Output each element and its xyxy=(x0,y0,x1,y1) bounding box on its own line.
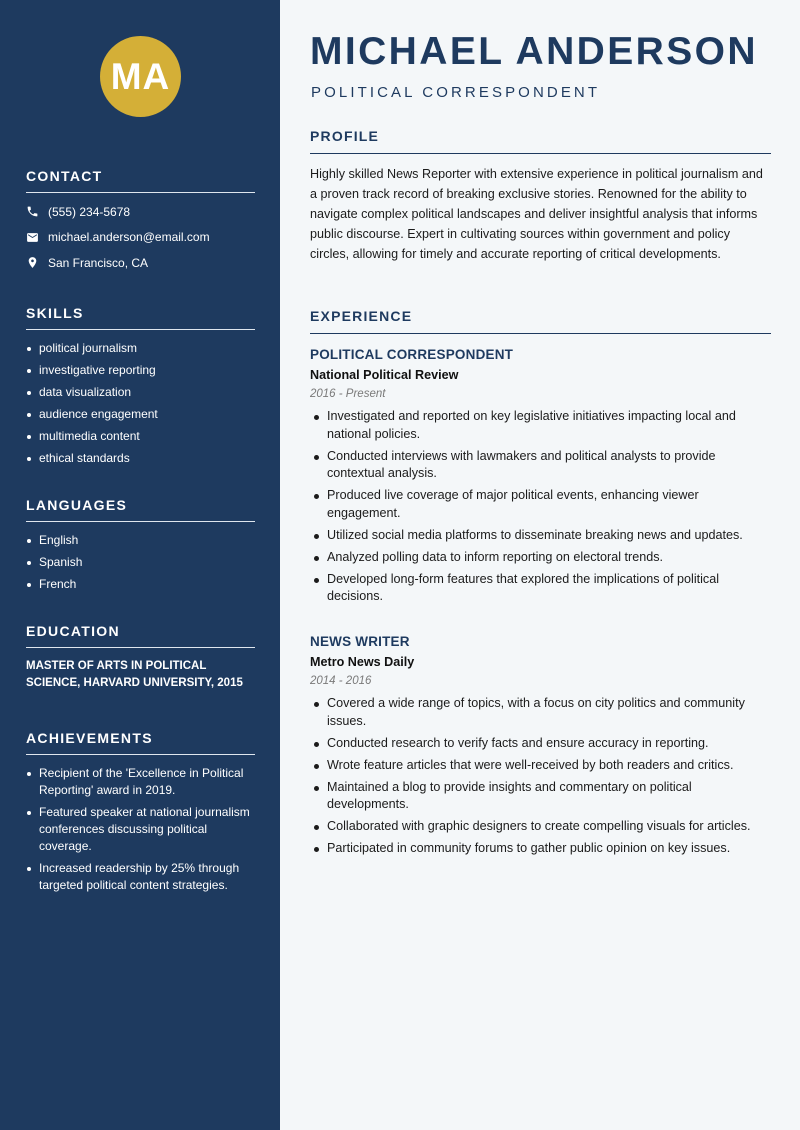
job-bullet: Collaborated with graphic designers to create compelling visuals for articles. xyxy=(310,818,771,836)
job-bullet: Participated in community forums to gather public opinion on key issues. xyxy=(310,840,771,858)
achievement-item: Increased readership by 25% through targeted political content strategies. xyxy=(26,860,255,894)
map-pin-icon xyxy=(26,256,39,269)
profile-section xyxy=(310,128,771,264)
education-degree: MASTER OF ARTS IN POLITICAL SCIENCE, HARVARD UNIVERSITY, 2015 xyxy=(26,660,243,689)
job-bullet: Developed long-form features that explored the implications of political decisions. xyxy=(310,571,771,606)
contact-heading: CONTACT xyxy=(26,168,255,193)
job-title: POLITICAL CORRESPONDENT xyxy=(310,347,514,362)
skills-heading: SKILLS xyxy=(26,305,255,330)
candidate-name: MICHAEL ANDERSON xyxy=(310,30,758,73)
language-item: French xyxy=(26,576,255,593)
job-bullet: Conducted research to verify facts and ensure accuracy in reporting. xyxy=(310,735,771,753)
job-entry xyxy=(310,634,771,862)
contact-email xyxy=(26,225,255,251)
phone-icon xyxy=(26,205,39,218)
skills-section xyxy=(26,305,255,472)
sidebar xyxy=(0,0,280,1130)
language-item: Spanish xyxy=(26,554,255,571)
skill-item: multimedia content xyxy=(26,428,255,445)
skill-item: investigative reporting xyxy=(26,362,255,379)
achievements-section xyxy=(26,730,255,899)
location-text: San Francisco, CA xyxy=(48,255,149,270)
job-dates: 2014 - 2016 xyxy=(310,675,372,687)
education-heading: EDUCATION xyxy=(26,623,255,648)
job-dates: 2016 - Present xyxy=(310,388,386,400)
contact-location xyxy=(26,250,255,276)
languages-list xyxy=(26,532,255,593)
profile-heading: PROFILE xyxy=(310,128,771,154)
experience-section xyxy=(310,308,771,334)
job-entry xyxy=(310,347,771,610)
job-bullet: Investigated and reported on key legislative initiatives impacting local and national policies. xyxy=(310,408,771,443)
contact-phone xyxy=(26,199,255,225)
job-bullet: Analyzed polling data to inform reporting on electoral trends. xyxy=(310,549,771,567)
avatar xyxy=(100,36,181,117)
job-bullet: Produced live coverage of major political events, enhancing viewer engagement. xyxy=(310,487,771,522)
job-company: Metro News Daily xyxy=(310,655,415,669)
language-item: English xyxy=(26,532,255,549)
achievements-list xyxy=(26,765,255,894)
candidate-title: POLITICAL CORRESPONDENT xyxy=(311,84,601,101)
job-bullet: Wrote feature articles that were well-received by both readers and critics. xyxy=(310,757,771,775)
skill-item: data visualization xyxy=(26,384,255,401)
languages-section xyxy=(26,497,255,598)
achievement-item: Featured speaker at national journalism conferences discussing political coverage. xyxy=(26,804,255,855)
envelope-icon xyxy=(26,231,39,244)
email-text: michael.anderson@email.com xyxy=(48,230,210,245)
main-content xyxy=(280,0,800,1130)
achievement-item: Recipient of the 'Excellence in Political Reporting' award in 2019. xyxy=(26,765,255,799)
job-company: National Political Review xyxy=(310,368,459,382)
skill-item: political journalism xyxy=(26,340,255,357)
experience-heading: EXPERIENCE xyxy=(310,308,771,334)
job-bullet: Utilized social media platforms to disseminate breaking news and updates. xyxy=(310,527,771,545)
languages-heading: LANGUAGES xyxy=(26,497,255,522)
skill-item: audience engagement xyxy=(26,406,255,423)
avatar-initials: MA xyxy=(110,55,171,97)
job-bullet: Maintained a blog to provide insights and commentary on political developments. xyxy=(310,779,771,814)
skill-item: ethical standards xyxy=(26,450,255,467)
education-section xyxy=(26,623,255,692)
achievements-heading: ACHIEVEMENTS xyxy=(26,730,255,755)
job-bullet: Conducted interviews with lawmakers and political analysts to provide contextual analysis. xyxy=(310,448,771,483)
job-bullets xyxy=(310,408,771,606)
profile-text: Highly skilled News Reporter with extensive experience in political journalism and a proven track record of breaking exclusive stories. Renowned for the ability to navigate complex political landscapes and deliver insightful analysis that informs public discourse. Expert in cultivating sources within government and policy circles, allowing for timely and accurate reporting of critical developments. xyxy=(310,167,763,261)
skills-list xyxy=(26,340,255,467)
job-bullet: Covered a wide range of topics, with a focus on city politics and community issues. xyxy=(310,695,771,730)
contact-section xyxy=(26,168,255,276)
job-bullets xyxy=(310,695,771,858)
job-title: NEWS WRITER xyxy=(310,634,410,649)
phone-text: (555) 234-5678 xyxy=(48,204,131,219)
